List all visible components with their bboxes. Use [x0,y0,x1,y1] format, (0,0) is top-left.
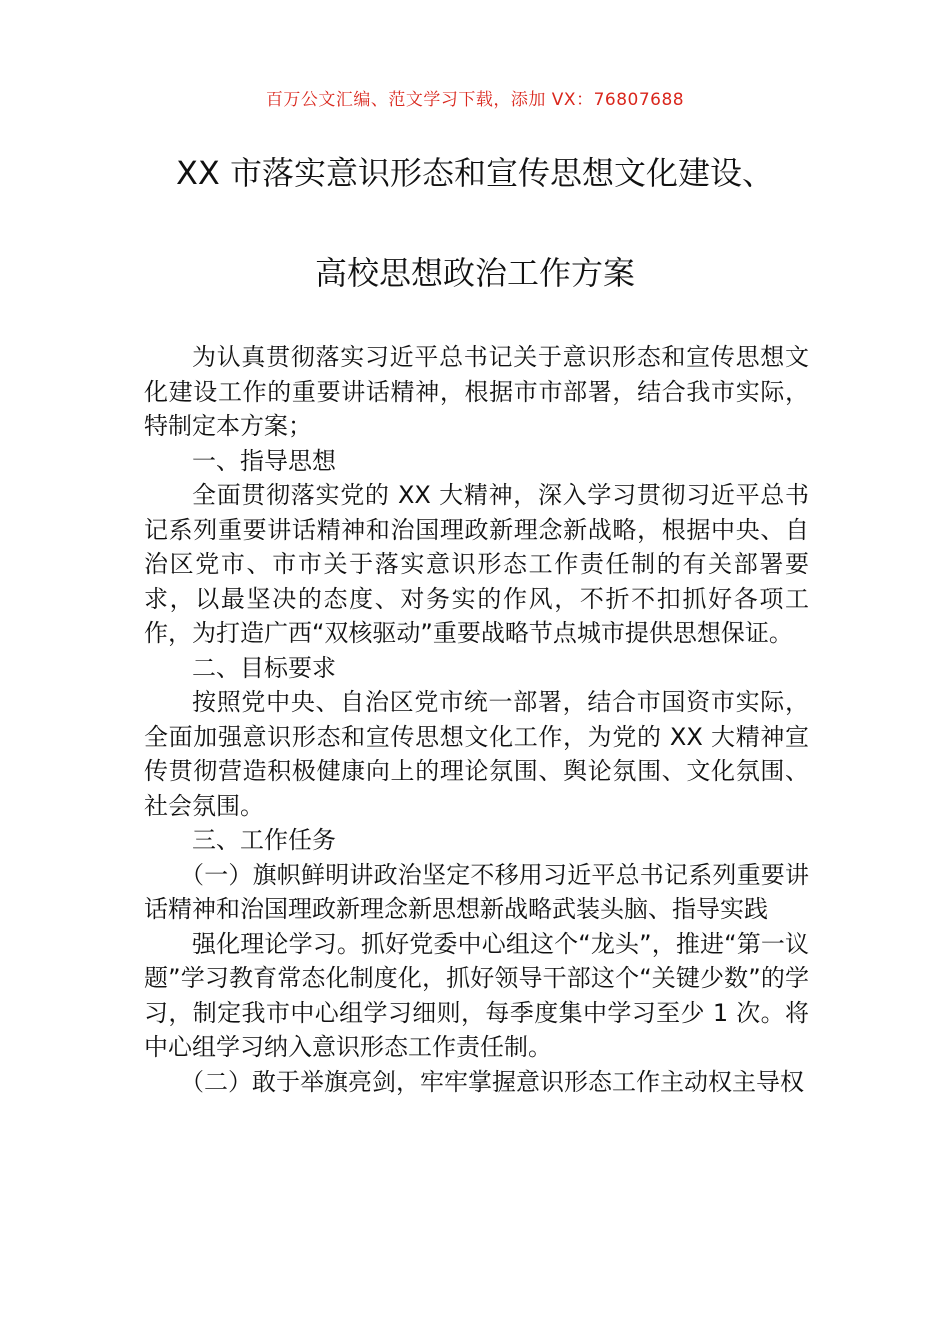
section-heading-guiding-ideology: 一、指导思想 [192,446,336,475]
document-title-line-2: 高校思想政治工作方案 [314,254,635,292]
section-heading-goals: 二、目标要求 [192,653,336,682]
task-subheading-2: （二）敢于举旗亮剑，牢牢掌握意识形态工作主动权主导权 [180,1067,804,1096]
guiding-ideology-paragraph: 全面贯彻落实党的 XX 大精神，深入学习贯彻习近平总书记系列重要讲话精神和治国理政新理念新战略，根据中央、自治区党市、市市关于落实意识形态工作责任制的有关部署要求，以最坚决的态度、对务实的作风，不折不扣抓好各项工作，为打造广西“双核驱动”重要战略节点城市提供思想保证。 [144,481,809,647]
document-body [144,340,809,1099]
task-1-paragraph: 强化理论学习。抓好党委中心组这个“龙头”，推进“第一议题”学习教育常态化制度化，抓好领导干部这个“关键少数”的学习，制定我市中心组学习细则，每季度集中学习至少 1 次。将中心组学习纳入意识形态工作责任制。 [144,929,809,1061]
task-subheading-1: （一）旗帜鲜明讲政治坚定不移用习近平总书记系列重要讲话精神和治国理政新理念新思想新战略武装头脑、指导实践 [144,860,809,923]
document-title-line-1: XX 市落实意识形态和宣传思想文化建设、 [175,154,775,192]
goals-paragraph: 按照党中央、自治区党市统一部署，结合市国资市实际，全面加强意识形态和宣传思想文化工作，为党的 XX 大精神宣传贯彻营造积极健康向上的理论氛围、舆论氛围、文化氛围、社会氛围。 [144,688,809,820]
section-heading-tasks: 三、工作任务 [192,826,336,854]
intro-paragraph: 为认真贯彻落实习近平总书记关于意识形态和宣传思想文化建设工作的重要讲话精神，根据市市部署，结合我市实际，特制定本方案； [144,343,809,440]
header-note: 百万公文汇编、范文学习下载，添加 VX：76807688 [265,90,685,110]
